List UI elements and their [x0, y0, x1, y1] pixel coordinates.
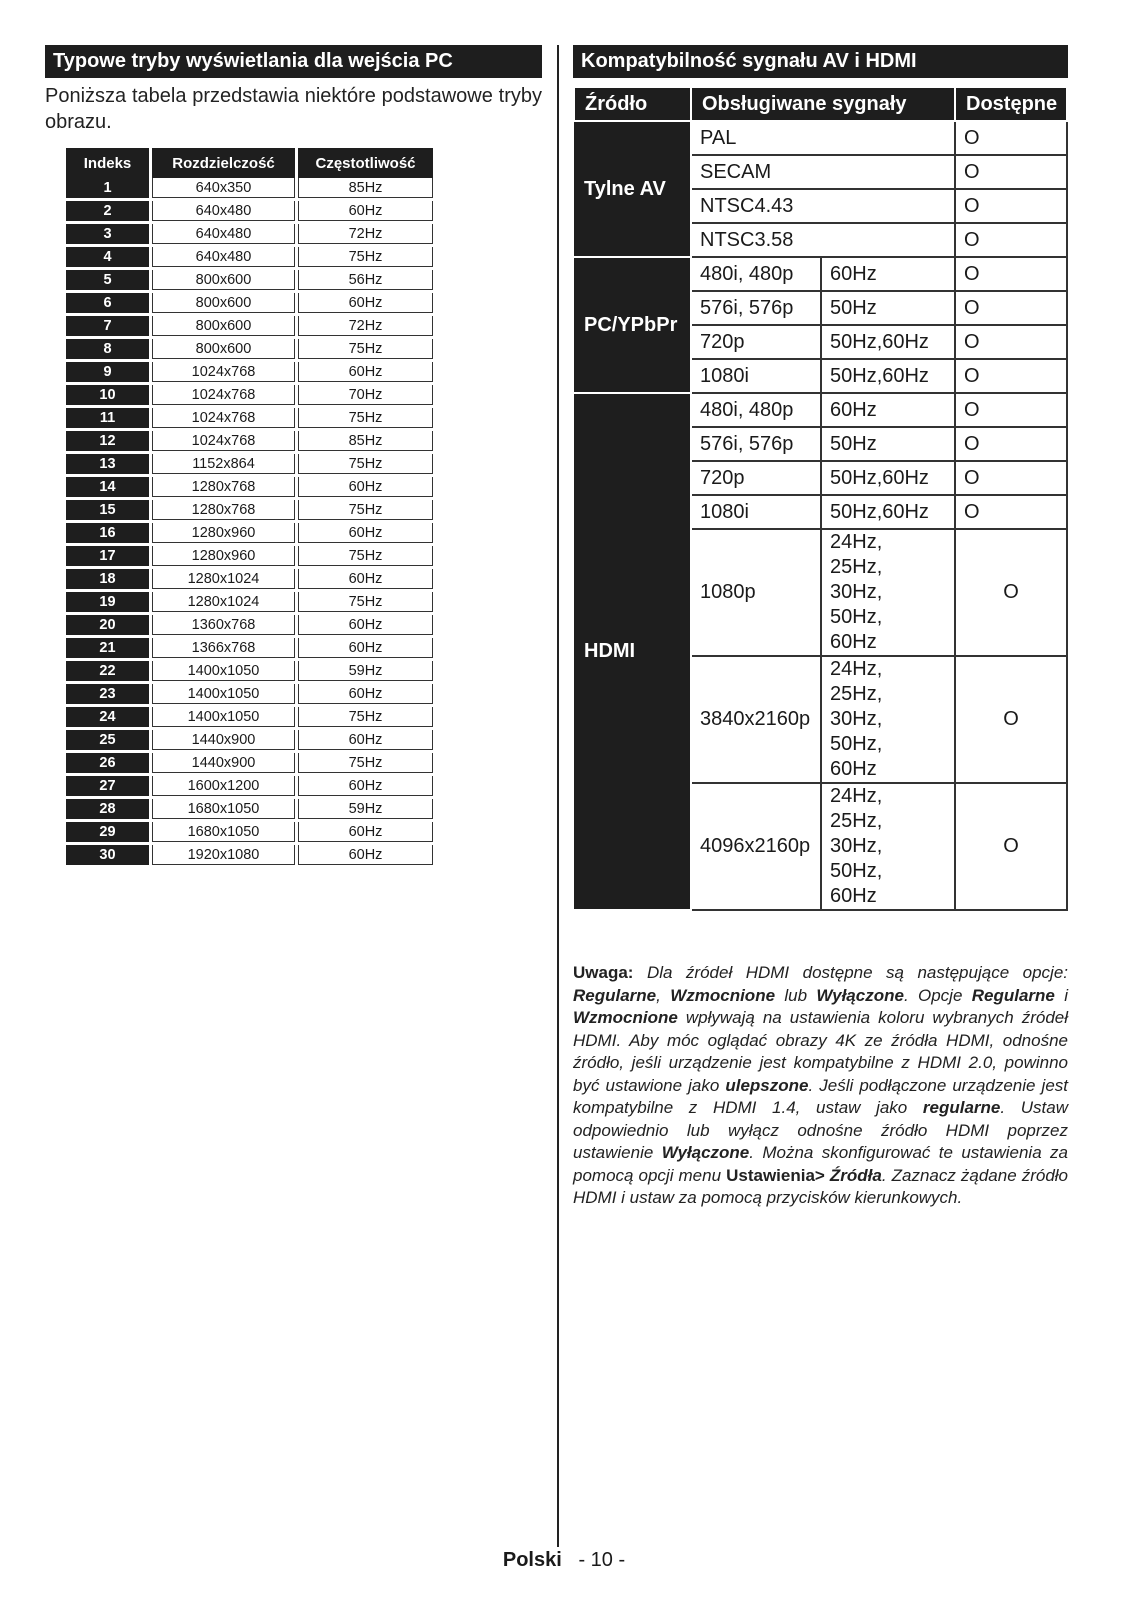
frequency-cell: 50Hz,60Hz [821, 461, 955, 495]
table-row [66, 638, 433, 661]
table-row [66, 684, 433, 707]
row-frequency: 60Hz [298, 730, 433, 753]
signal-cell: NTSC3.58 [691, 223, 955, 257]
row-resolution: 1400x1050 [152, 661, 298, 684]
row-index: 18 [66, 569, 152, 592]
row-resolution: 1600x1200 [152, 776, 298, 799]
frequency-item: 30Hz, [830, 835, 883, 857]
row-index: 17 [66, 546, 152, 569]
row-resolution: 800x600 [152, 270, 298, 293]
row-frequency: 75Hz [298, 339, 433, 362]
row-index: 27 [66, 776, 152, 799]
row-resolution: 1280x768 [152, 500, 298, 523]
signal-cell: SECAM [691, 155, 955, 189]
row-frequency: 60Hz [298, 822, 433, 845]
table-row [66, 845, 433, 868]
table-row [66, 799, 433, 822]
row-resolution: 1280x960 [152, 523, 298, 546]
row-index: 29 [66, 822, 152, 845]
source-hdmi: HDMI [574, 393, 691, 910]
row-resolution: 640x350 [152, 178, 298, 201]
table-row [66, 661, 433, 684]
row-resolution: 640x480 [152, 224, 298, 247]
signal-cell: 480i, 480p [691, 257, 821, 291]
table-row [66, 408, 433, 431]
row-resolution: 1360x768 [152, 615, 298, 638]
available-cell: O [955, 529, 1067, 656]
row-resolution: 800x600 [152, 339, 298, 362]
frequency-list-cell [821, 529, 955, 656]
available-cell: O [955, 257, 1067, 291]
signal-cell: NTSC4.43 [691, 189, 955, 223]
row-frequency: 60Hz [298, 523, 433, 546]
row-resolution: 1280x1024 [152, 569, 298, 592]
table-row [66, 753, 433, 776]
pc-modes-heading: Typowe tryby wyświetlania dla wejścia PC [45, 45, 542, 78]
row-frequency: 60Hz [298, 638, 433, 661]
row-frequency: 85Hz [298, 431, 433, 454]
row-resolution: 1680x1050 [152, 799, 298, 822]
row-resolution: 1400x1050 [152, 684, 298, 707]
table-row [66, 500, 433, 523]
table-row [66, 776, 433, 799]
frequency-item: 50Hz, [830, 733, 883, 755]
table-row [66, 454, 433, 477]
header-signals: Obsługiwane sygnały [691, 87, 955, 121]
frequency-item: 60Hz [830, 885, 877, 907]
row-frequency: 75Hz [298, 592, 433, 615]
signal-cell: 3840x2160p [691, 656, 821, 783]
row-index: 23 [66, 684, 152, 707]
row-index: 2 [66, 201, 152, 224]
frequency-item: 60Hz [830, 758, 877, 780]
table-row [66, 316, 433, 339]
row-frequency: 85Hz [298, 178, 433, 201]
available-cell: O [955, 325, 1067, 359]
frequency-item: 50Hz, [830, 606, 883, 628]
row-index: 6 [66, 293, 152, 316]
row-resolution: 640x480 [152, 247, 298, 270]
table-row [66, 477, 433, 500]
frequency-list-cell [821, 656, 955, 783]
row-index: 16 [66, 523, 152, 546]
available-cell: O [955, 461, 1067, 495]
available-cell: O [955, 189, 1067, 223]
row-resolution: 1280x1024 [152, 592, 298, 615]
header-source: Źródło [574, 87, 691, 121]
signal-cell: 480i, 480p [691, 393, 821, 427]
available-cell: O [955, 427, 1067, 461]
row-index: 26 [66, 753, 152, 776]
header-frequency: Częstotliwość [298, 148, 433, 178]
page-footer [0, 1549, 1128, 1572]
row-resolution: 1024x768 [152, 385, 298, 408]
row-index: 12 [66, 431, 152, 454]
row-index: 7 [66, 316, 152, 339]
signal-cell: 1080p [691, 529, 821, 656]
signal-cell: 1080i [691, 359, 821, 393]
row-resolution: 1152x864 [152, 454, 298, 477]
table-row [66, 569, 433, 592]
row-frequency: 59Hz [298, 799, 433, 822]
row-index: 13 [66, 454, 152, 477]
signal-cell: 720p [691, 461, 821, 495]
row-resolution: 1024x768 [152, 362, 298, 385]
table-row [66, 822, 433, 845]
row-index: 24 [66, 707, 152, 730]
row-frequency: 60Hz [298, 362, 433, 385]
header-resolution: Rozdzielczość [152, 148, 298, 178]
row-resolution: 1366x768 [152, 638, 298, 661]
signal-cell: 720p [691, 325, 821, 359]
signal-cell: 4096x2160p [691, 783, 821, 910]
row-frequency: 60Hz [298, 293, 433, 316]
frequency-cell: 50Hz [821, 291, 955, 325]
available-cell: O [955, 393, 1067, 427]
signal-cell: 576i, 576p [691, 427, 821, 461]
table-row [66, 339, 433, 362]
available-cell: O [955, 656, 1067, 783]
frequency-item: 25Hz, [830, 683, 883, 705]
frequency-list-cell [821, 783, 955, 910]
frequency-item: 25Hz, [830, 810, 883, 832]
table-row [66, 224, 433, 247]
signal-cell: PAL [691, 121, 955, 155]
row-resolution: 1024x768 [152, 408, 298, 431]
left-column [45, 45, 542, 135]
row-frequency: 60Hz [298, 201, 433, 224]
row-index: 21 [66, 638, 152, 661]
table-row [66, 293, 433, 316]
row-index: 28 [66, 799, 152, 822]
row-frequency: 56Hz [298, 270, 433, 293]
signal-cell: 1080i [691, 495, 821, 529]
pc-modes-table [66, 148, 433, 868]
frequency-item: 60Hz [830, 631, 877, 653]
right-column [573, 45, 1068, 78]
row-frequency: 75Hz [298, 408, 433, 431]
frequency-cell: 50Hz [821, 427, 955, 461]
frequency-cell: 50Hz,60Hz [821, 359, 955, 393]
available-cell: O [955, 155, 1067, 189]
row-frequency: 60Hz [298, 776, 433, 799]
row-frequency: 75Hz [298, 500, 433, 523]
row-index: 22 [66, 661, 152, 684]
row-resolution: 800x600 [152, 293, 298, 316]
table-row [66, 523, 433, 546]
row-resolution: 1024x768 [152, 431, 298, 454]
hdmi-note: Uwaga: Dla źródeł HDMI dostępne są następujące opcje: Regularne, Wzmocnione lub Wyłączone. Opcje Regularne i Wzmocnione wpływają na ustawienia koloru wybranych źródeł HDMI. Aby móc oglądać obrazy 4K ze źródła HDMI, odnośne źródło, jeśli urządzenie jest kompatybilne z HDMI 2.0, powinno być ustawione jako ulepszone. Jeśli podłączone urządzenie jest kompatybilne z HDMI 1.4, ustaw jako regularne. Ustaw odpowiednio lub wyłącz odnośne źródło HDMI poprzez ustawienie Wyłączone. Można skonfigurować te ustawienia za pomocą opcji menu Ustawienia> Źródła. Zaznacz żądane źródło HDMI i ustaw za pomocą przycisków kierunkowych. [573, 963, 1069, 1207]
row-index: 5 [66, 270, 152, 293]
frequency-item: 30Hz, [830, 581, 883, 603]
row-frequency: 60Hz [298, 845, 433, 868]
row-index: 15 [66, 500, 152, 523]
frequency-cell: 50Hz,60Hz [821, 325, 955, 359]
row-index: 19 [66, 592, 152, 615]
frequency-item: 25Hz, [830, 556, 883, 578]
row-resolution: 640x480 [152, 201, 298, 224]
row-frequency: 72Hz [298, 224, 433, 247]
row-frequency: 75Hz [298, 454, 433, 477]
available-cell: O [955, 121, 1067, 155]
page-number: - 10 - [578, 1549, 626, 1571]
frequency-item: 50Hz, [830, 860, 883, 882]
row-index: 14 [66, 477, 152, 500]
row-index: 1 [66, 178, 152, 201]
row-index: 8 [66, 339, 152, 362]
header-index: Indeks [66, 148, 152, 178]
row-frequency: 60Hz [298, 684, 433, 707]
row-frequency: 75Hz [298, 247, 433, 270]
table-row [574, 257, 1067, 291]
frequency-item: 24Hz, [830, 785, 883, 807]
available-cell: O [955, 291, 1067, 325]
row-resolution: 1400x1050 [152, 707, 298, 730]
signal-cell: 576i, 576p [691, 291, 821, 325]
av-hdmi-table [573, 86, 1068, 911]
table-row [66, 385, 433, 408]
row-resolution: 1920x1080 [152, 845, 298, 868]
frequency-item: 30Hz, [830, 708, 883, 730]
table-row [66, 431, 433, 454]
row-index: 10 [66, 385, 152, 408]
source-tylne-av: Tylne AV [574, 121, 691, 257]
table-row [66, 615, 433, 638]
frequency-item: 24Hz, [830, 658, 883, 680]
header-available: Dostępne [955, 87, 1067, 121]
available-cell: O [955, 783, 1067, 910]
row-index: 25 [66, 730, 152, 753]
frequency-item: 24Hz, [830, 531, 883, 553]
table-row [66, 730, 433, 753]
row-index: 11 [66, 408, 152, 431]
table-row [66, 201, 433, 224]
row-index: 4 [66, 247, 152, 270]
table-row [66, 270, 433, 293]
row-frequency: 70Hz [298, 385, 433, 408]
available-cell: O [955, 359, 1067, 393]
row-index: 9 [66, 362, 152, 385]
row-index: 30 [66, 845, 152, 868]
source-pc-ypbpr: PC/YPbPr [574, 257, 691, 393]
row-frequency: 75Hz [298, 707, 433, 730]
column-divider [557, 45, 559, 1547]
table-row [66, 178, 433, 201]
av-hdmi-heading: Kompatybilność sygnału AV i HDMI [573, 45, 1068, 78]
row-resolution: 1440x900 [152, 753, 298, 776]
table-row [66, 362, 433, 385]
row-frequency: 75Hz [298, 753, 433, 776]
table-row [66, 247, 433, 270]
frequency-cell: 60Hz [821, 257, 955, 291]
row-resolution: 1680x1050 [152, 822, 298, 845]
row-frequency: 60Hz [298, 569, 433, 592]
row-resolution: 800x600 [152, 316, 298, 339]
table-row [574, 121, 1067, 155]
row-resolution: 1440x900 [152, 730, 298, 753]
row-frequency: 60Hz [298, 615, 433, 638]
table-row [66, 546, 433, 569]
row-resolution: 1280x960 [152, 546, 298, 569]
table-row [574, 393, 1067, 427]
frequency-cell: 50Hz,60Hz [821, 495, 955, 529]
frequency-cell: 60Hz [821, 393, 955, 427]
row-frequency: 75Hz [298, 546, 433, 569]
row-index: 20 [66, 615, 152, 638]
pc-modes-intro: Poniższa tabela przedstawia niektóre podstawowe tryby obrazu. [45, 85, 542, 133]
footer-language: Polski [502, 1549, 562, 1571]
available-cell: O [955, 495, 1067, 529]
table-row [66, 592, 433, 615]
table-row [66, 707, 433, 730]
available-cell: O [955, 223, 1067, 257]
row-frequency: 72Hz [298, 316, 433, 339]
row-frequency: 60Hz [298, 477, 433, 500]
row-resolution: 1280x768 [152, 477, 298, 500]
row-frequency: 59Hz [298, 661, 433, 684]
row-index: 3 [66, 224, 152, 247]
